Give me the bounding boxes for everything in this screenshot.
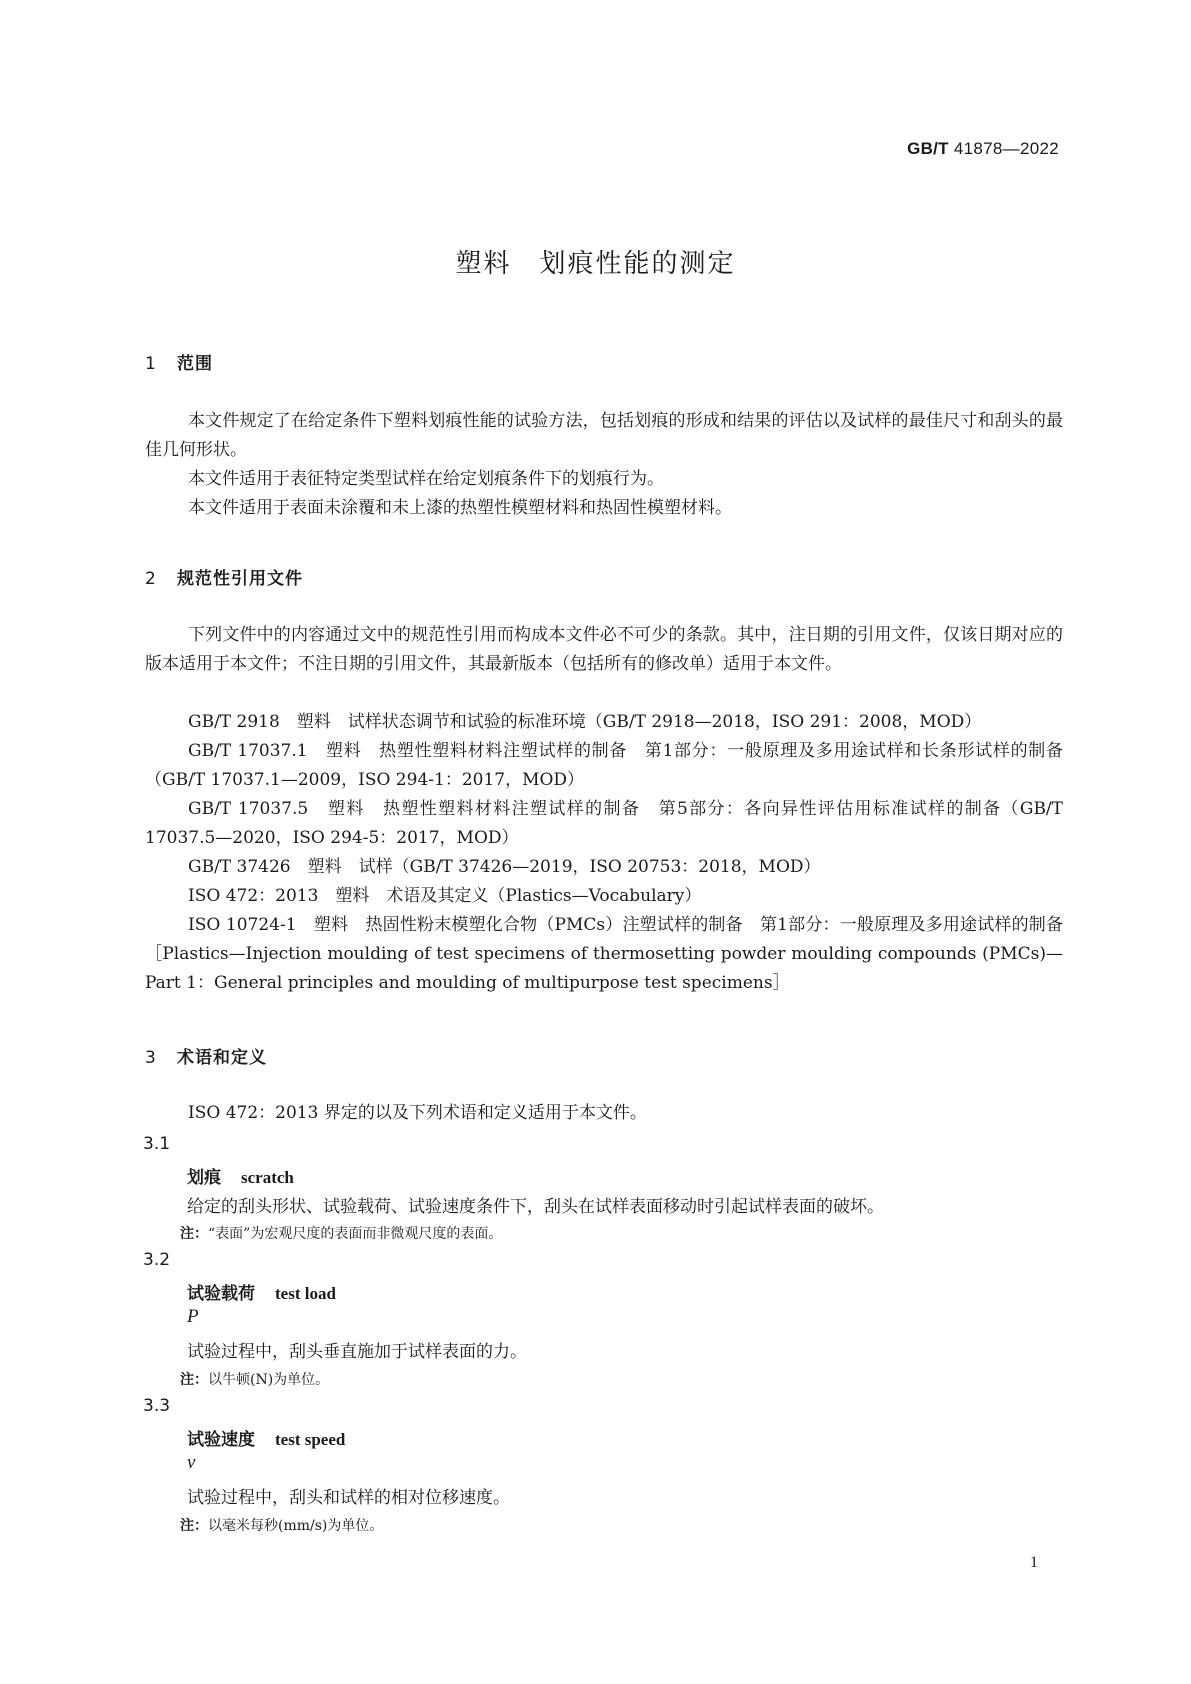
section-number: 3 [145, 1048, 157, 1068]
standard-code [907, 139, 1059, 159]
term-zh: 试验载荷 [187, 1284, 255, 1304]
section-3-heading [145, 1043, 267, 1068]
reference-item: ISO 472：2013 塑料 术语及其定义（Plastics—Vocabulary） [188, 886, 702, 906]
note-label: 注： [180, 1518, 208, 1534]
section-title: 规范性引用文件 [177, 569, 303, 589]
term-note [180, 1223, 502, 1243]
term-zh: 试验速度 [187, 1430, 255, 1450]
term-title [187, 1279, 336, 1304]
term-definition: 试验过程中，刮头垂直施加于试样表面的力。 [187, 1342, 527, 1362]
paragraph: 本文件适用于表征特定类型试样在给定划痕条件下的划痕行为。 [188, 469, 664, 489]
paragraph: ISO 472：2013 界定的以及下列术语和定义适用于本文件。 [188, 1103, 647, 1123]
reference-item: ISO 10724-1 塑料 热固性粉末模塑化合物（PMCs）注塑试样的制备 第1部分：一般原理及多用途试样的制备［Plastics—Injection moulding of test specimens of thermosetting powder moulding compounds (PMCs)—Part 1：General principles and moulding of multipurpose test specimens］ [145, 915, 1063, 993]
standard-code-prefix: GB/T [907, 139, 949, 158]
term-title [187, 1163, 294, 1188]
reference-item: GB/T 2918 塑料 试样状态调节和试验的标准环境（GB/T 2918—2018，ISO 291：2008，MOD） [188, 712, 982, 732]
section-number: 2 [145, 569, 157, 589]
reference-item: GB/T 17037.5 塑料 热塑性塑料材料注塑试样的制备 第5部分：各向异性评估用标准试样的制备（GB/T 17037.5—2020，ISO 294-5：2017，MOD） [145, 799, 1063, 848]
note-text: “表面”为宏观尺度的表面而非微观尺度的表面。 [208, 1226, 503, 1242]
term-definition: 给定的刮头形状、试验载荷、试验速度条件下，刮头在试样表面移动时引起试样表面的破坏。 [187, 1197, 884, 1217]
page-number: 1 [1030, 1554, 1038, 1571]
term-number: 3.3 [143, 1396, 171, 1416]
term-zh: 划痕 [187, 1168, 221, 1188]
note-text: 以毫米每秒(mm/s)为单位。 [208, 1518, 384, 1534]
term-number: 3.2 [143, 1250, 171, 1270]
reference-item: GB/T 37426 塑料 试样（GB/T 37426—2019，ISO 20753：2018，MOD） [188, 857, 821, 877]
term-note [180, 1515, 383, 1535]
term-en: scratch [241, 1168, 294, 1187]
note-label: 注： [180, 1372, 208, 1388]
term-number: 3.1 [143, 1134, 171, 1154]
paragraph: 下列文件中的内容通过文中的规范性引用而构成本文件必不可少的条款。其中，注日期的引用文件，仅该日期对应的版本适用于本文件；不注日期的引用文件，其最新版本（包括所有的修改单）适用于本文件。 [145, 625, 1063, 674]
paragraph: 本文件适用于表面未涂覆和未上漆的热塑性模塑材料和热固性模塑材料。 [188, 498, 732, 518]
standard-code-number: 41878—2022 [953, 139, 1059, 158]
section-title: 术语和定义 [177, 1048, 267, 1068]
paragraph: 本文件规定了在给定条件下塑料划痕性能的试验方法，包括划痕的形成和结果的评估以及试样的最佳尺寸和刮头的最佳几何形状。 [145, 411, 1063, 460]
term-definition: 试验过程中，刮头和试样的相对位移速度。 [187, 1488, 510, 1508]
term-note [180, 1369, 329, 1389]
term-symbol: v [187, 1452, 196, 1473]
term-title [187, 1425, 345, 1450]
document-title: 塑料 划痕性能的测定 [455, 249, 736, 279]
term-en: test speed [275, 1430, 346, 1449]
term-symbol: P [187, 1306, 199, 1327]
note-label: 注： [180, 1226, 208, 1242]
section-1-heading [145, 349, 213, 374]
note-text: 以牛顿(N)为单位。 [208, 1372, 330, 1388]
section-title: 范围 [177, 354, 213, 374]
section-number: 1 [145, 354, 157, 374]
term-en: test load [275, 1284, 336, 1303]
reference-item: GB/T 17037.1 塑料 热塑性塑料材料注塑试样的制备 第1部分：一般原理及多用途试样和长条形试样的制备（GB/T 17037.1—2009，ISO 294-1：2017，MOD） [145, 741, 1063, 790]
section-2-heading [145, 564, 303, 589]
